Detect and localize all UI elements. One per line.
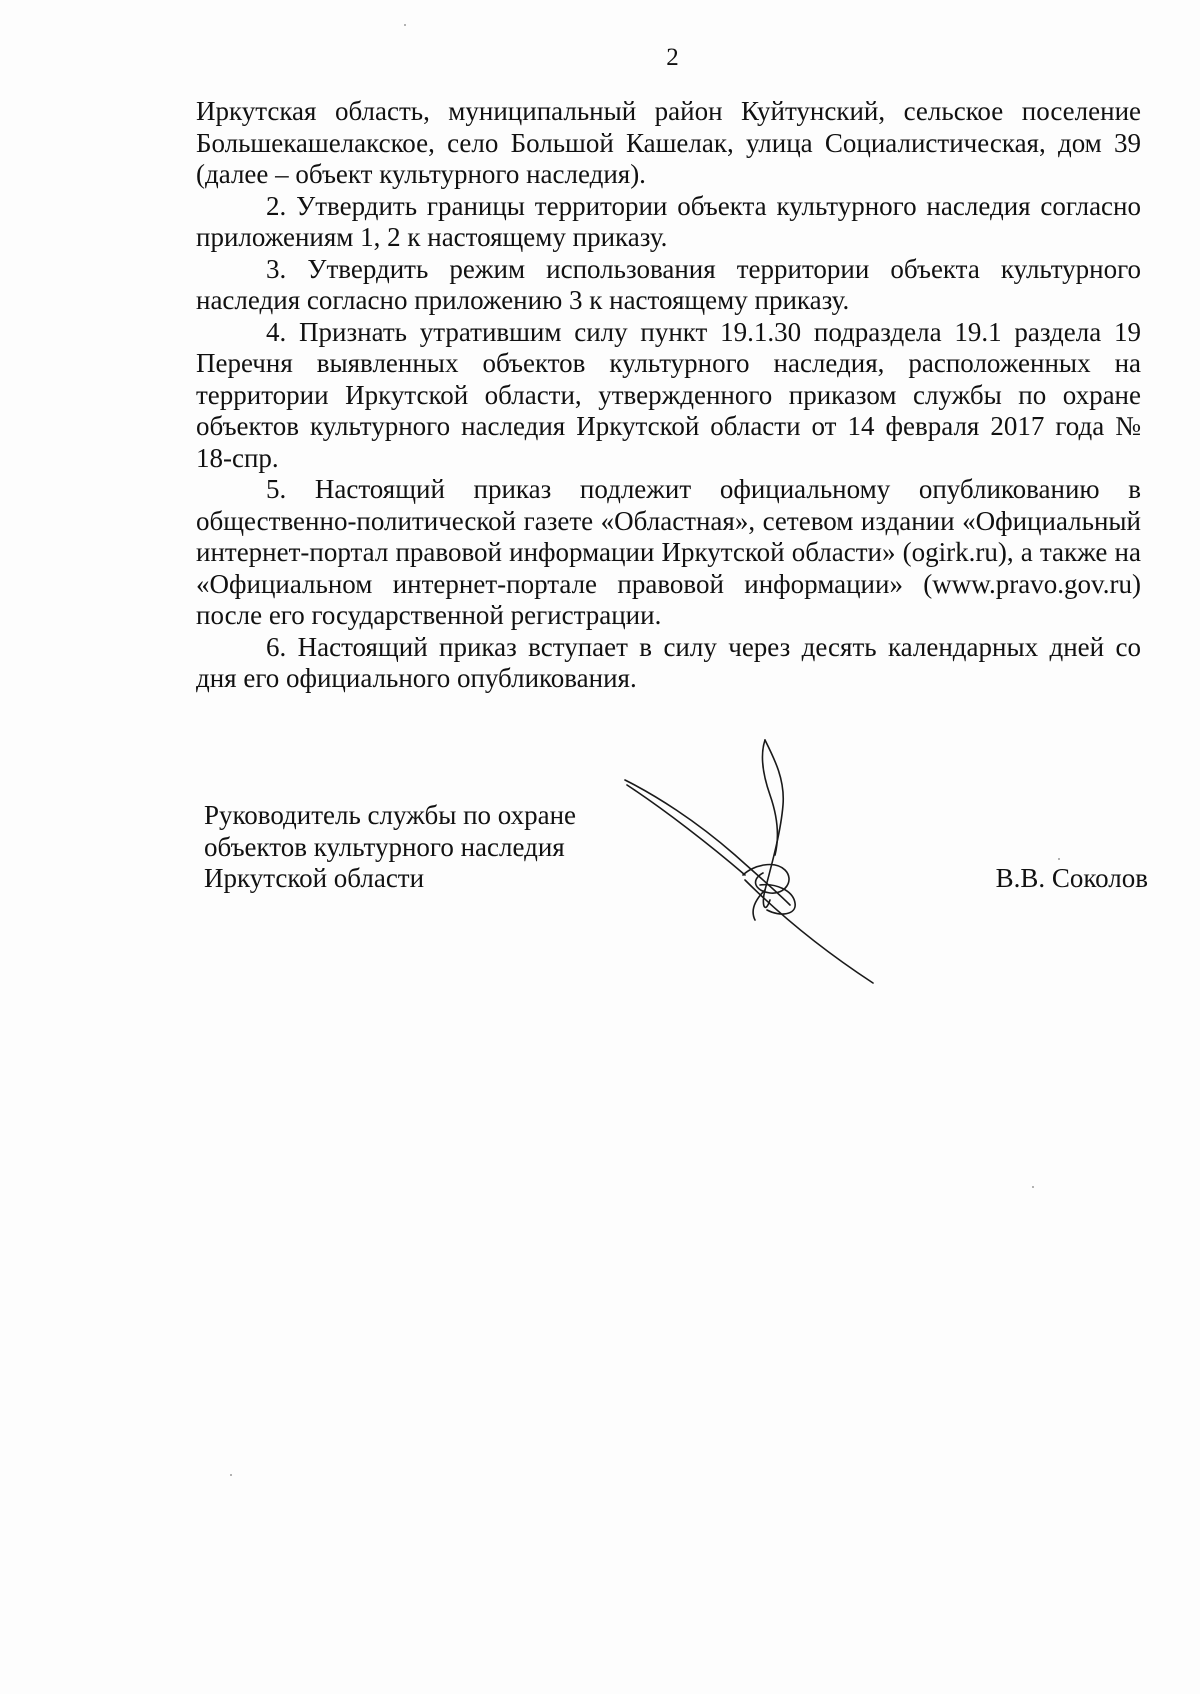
position-line: объектов культурного наследия xyxy=(204,831,565,862)
paragraph-item-2: 2. Утвердить границы территории объекта культурного наследия согласно приложениям 1, 2 к настоящему приказу. xyxy=(196,190,1141,252)
handwritten-signature xyxy=(615,725,885,985)
scan-speck xyxy=(404,24,406,26)
scan-speck xyxy=(1058,858,1060,860)
signatory-position xyxy=(204,800,624,895)
page-number: 2 xyxy=(666,44,679,71)
order-body xyxy=(196,96,1141,695)
paragraph-item-5: 5. Настоящий приказ подлежит официальному опубликованию в общественно-политической газете «Областная», сетевом издании «Официальный интернет-портал правовой информации Иркутской области» (ogirk.ru), а также на «Официальном интернет-портале правовой информации» (www.pravo.gov.ru) после его государственной регистрации. xyxy=(196,474,1141,630)
paragraph-item-4: 4. Признать утратившим силу пункт 19.1.30 подраздела 19.1 раздела 19 Перечня выявленных объектов культурного наследия, расположенных на территории Иркутской области, утвержденного приказом службы по охране объектов культурного наследия Иркутской области от 14 февраля 2017 года № 18-спр. xyxy=(196,316,1141,473)
paragraph-item-6: 6. Настоящий приказ вступает в силу через десять календарных дней со дня его официального опубликования. xyxy=(196,631,1141,693)
signatory-name: В.В. Соколов xyxy=(995,863,1148,893)
paragraph-item-3: 3. Утвердить режим использования территории объекта культурного наследия согласно приложению 3 к настоящему приказу. xyxy=(196,253,1141,315)
position-line: Руководитель службы по охране xyxy=(204,800,577,830)
paragraph-address: Иркутская область, муниципальный район Куйтунский, сельское поселение Большекашелакское, село Большой Кашелак, улица Социалистическая, дом 39 (далее – объект культурного наследия). xyxy=(196,96,1141,189)
scan-speck xyxy=(230,1474,232,1476)
scan-speck xyxy=(1032,1186,1034,1188)
position-line: Иркутской области xyxy=(204,863,425,893)
